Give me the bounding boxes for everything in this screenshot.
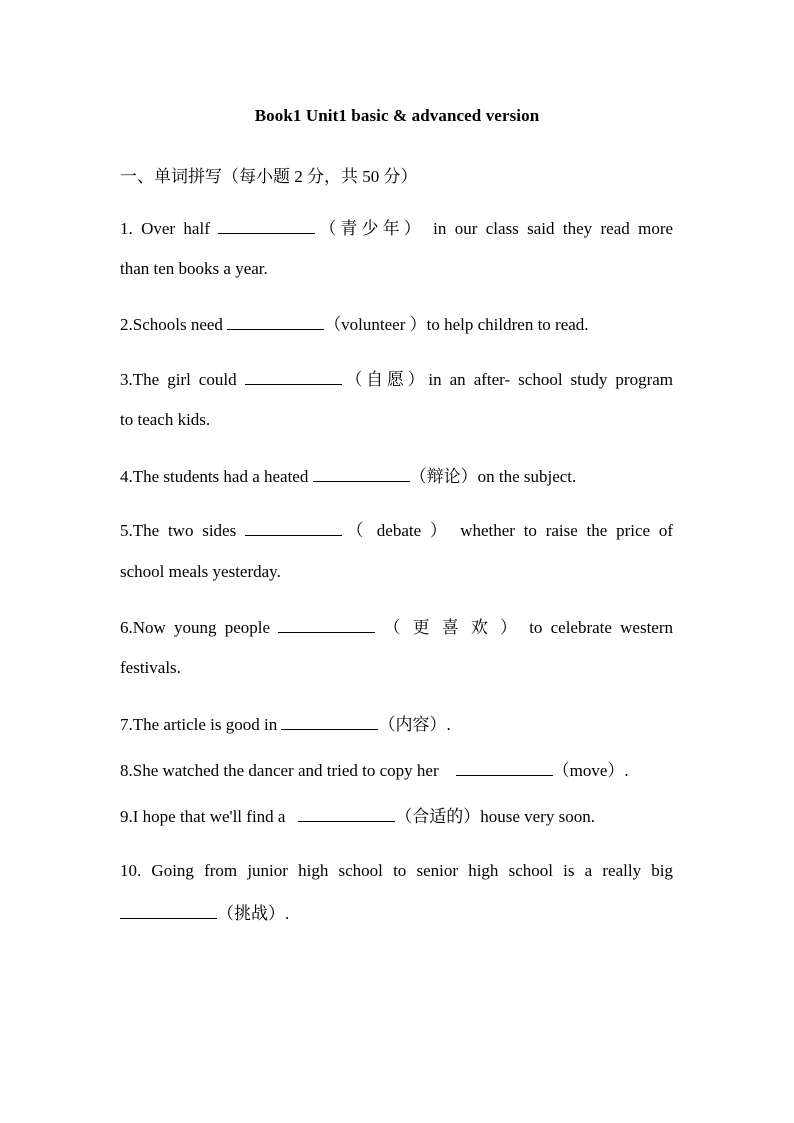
question-hint: （合适的） [395,807,481,826]
question-5-continuation: school meals yesterday. [120,562,281,581]
question-text: 2.Schools need [120,315,223,334]
question-1 [120,218,673,239]
question-5 [120,520,673,541]
question-10 [120,861,673,881]
question-hint: （move）. [552,761,629,780]
answer-blank [245,520,342,536]
question-text: 8.She watched the dancer and tried to copy her [120,761,439,780]
question-text: 6.Now young people [120,618,271,637]
section-heading: 一、单词拼写（每小题 2 分，共 50 分） [120,167,418,186]
answer-blank [245,369,342,385]
question-text: to help children to read. [426,315,589,334]
answer-blank [298,806,395,822]
question-1-continuation: than ten books a year. [120,259,268,278]
answer-blank [313,466,410,482]
question-text: 4.The students had a heated [120,467,309,486]
page-title: Book1 Unit1 basic & advanced version [254,106,540,125]
question-text: house very soon. [480,807,595,826]
question-text: in our class said they read more [433,219,674,238]
question-text: 5.The two sides [120,521,237,540]
question-text: 9.I hope that we'll find a [120,807,286,826]
question-3-continuation: to teach kids. [120,410,211,429]
answer-blank [218,218,315,234]
question-4 [120,466,673,487]
answer-blank [278,617,375,633]
question-text: to celebrate western [529,618,674,637]
question-6 [120,617,673,638]
question-3 [120,369,673,390]
question-text: 1. Over half [120,219,210,238]
question-text: 7.The article is good in [120,715,278,734]
answer-blank [227,314,324,330]
answer-blank [281,714,378,730]
question-text: whether to raise the price of [460,521,673,540]
question-hint: （青少年） [315,219,425,238]
question-text: 10. Going from junior high school to senior high school is a really big [120,861,673,880]
question-9 [120,806,673,827]
question-hint: （volunteer ） [324,315,427,334]
question-text: 3.The girl could [120,370,237,389]
question-hint: （自愿） [341,370,429,389]
question-7 [120,714,673,735]
question-text: on the subject. [477,467,577,486]
question-10-continuation [120,903,289,924]
answer-blank [456,760,553,776]
question-hint: （内容）. [378,715,451,734]
question-hint: （辩论） [409,467,478,486]
question-6-continuation: festivals. [120,658,181,677]
answer-blank [120,903,217,919]
question-hint: （挑战）. [217,904,290,923]
question-hint: （ 更 喜 欢 ） [383,618,521,637]
question-2 [120,314,673,335]
question-hint: （ debate ） [341,521,452,540]
question-8 [120,760,673,781]
question-text: in an after- school study program [428,370,673,389]
